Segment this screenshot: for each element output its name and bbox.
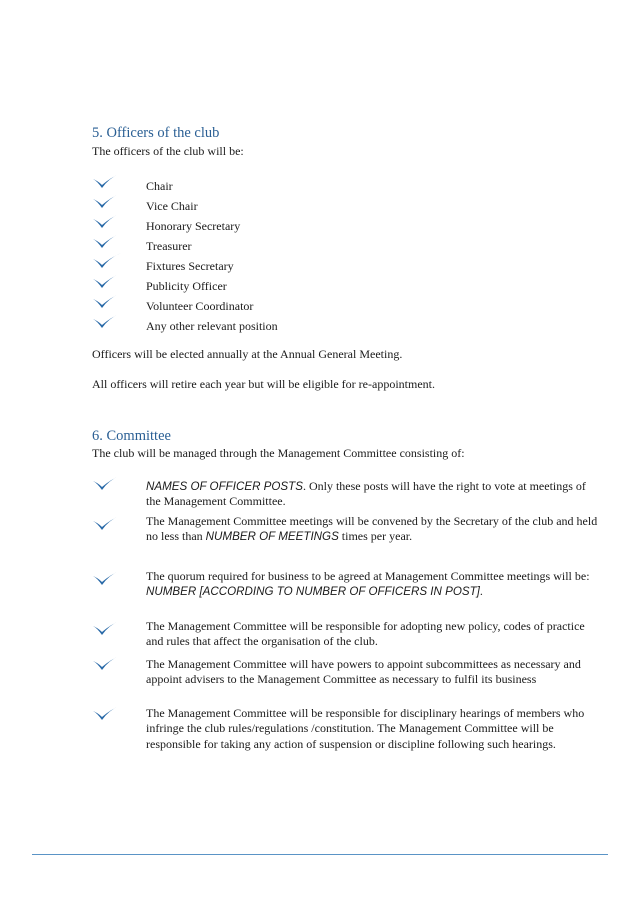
point-text: The Management Committee meetings will be convened by the Secretary of the club and held no less than: [146, 514, 598, 544]
checkmark-icon: [92, 192, 122, 210]
section-6-intro: The club will be managed through the Management Committee consisting of:: [92, 446, 465, 460]
list-item: [92, 232, 612, 252]
section-6-heading: 6. Committee: [92, 428, 171, 444]
officer-label: Fixtures Secretary: [146, 259, 234, 273]
officer-label: Publicity Officer: [146, 279, 227, 293]
point-text: . Only these posts will have the right to vote at meetings of the Management Committee.: [146, 479, 586, 509]
officers-list: [92, 172, 612, 332]
officer-label: Vice Chair: [146, 199, 198, 213]
list-item: [92, 619, 612, 654]
checkmark-icon: [92, 232, 122, 250]
list-item: [92, 252, 612, 272]
committee-point: [146, 514, 601, 545]
checkmark-icon: [92, 654, 122, 672]
committee-list: [92, 474, 612, 769]
section-5-intro: The officers of the club will be:: [92, 144, 244, 158]
checkmark-icon: [92, 292, 122, 310]
committee-point: [146, 479, 601, 510]
point-text: .: [479, 584, 483, 599]
list-item: [92, 212, 612, 232]
checkmark-icon: [92, 252, 122, 270]
officer-label: Chair: [146, 179, 173, 193]
checkmark-icon: [92, 569, 122, 587]
officer-label: Any other relevant position: [146, 319, 278, 333]
committee-point: The Management Committee will have powers to appoint subcommittees as necessary and appoint advisers to the Management Committee as necessary to fulfil its business: [146, 657, 581, 687]
placeholder-quorum-number: NUMBER [ACCORDING TO NUMBER OF OFFICERS IN POST]: [146, 585, 480, 599]
list-item: [92, 569, 612, 619]
point-text: The quorum required for business to be agreed at Management Committee meetings will be:: [146, 569, 590, 583]
placeholder-officer-posts: NAMES OF OFFICER POSTS: [146, 480, 303, 493]
committee-point: The Management Committee will be responsible for adopting new policy, codes of practice and rules that affect the organisation of the club.: [146, 619, 585, 649]
list-item: [92, 514, 612, 569]
point-text: times per year.: [338, 529, 413, 544]
checkmark-icon: [92, 272, 122, 290]
list-item: [92, 292, 612, 312]
officer-label: Volunteer Coordinator: [146, 299, 254, 313]
list-item: [92, 192, 612, 212]
checkmark-icon: [92, 474, 122, 492]
checkmark-icon: [92, 619, 122, 637]
list-item: [92, 704, 612, 769]
retire-note: All officers will retire each year but will be eligible for re-appointment.: [92, 377, 435, 391]
checkmark-icon: [92, 212, 122, 230]
footer-rule: [32, 854, 608, 855]
checkmark-icon: [92, 704, 122, 722]
list-item: [92, 272, 612, 292]
officer-label: Treasurer: [146, 239, 192, 253]
checkmark-icon: [92, 312, 122, 330]
section-5-heading: 5. Officers of the club: [92, 125, 220, 141]
checkmark-icon: [92, 514, 122, 532]
committee-point: [146, 569, 601, 600]
officer-label: Honorary Secretary: [146, 219, 241, 233]
list-item: [92, 474, 612, 514]
election-note: Officers will be elected annually at the Annual General Meeting.: [92, 347, 403, 361]
list-item: [92, 172, 612, 192]
committee-point: The Management Committee will be responsible for disciplinary hearings of members who infringe the club rules/regulations /constitution. The Management Committee will be responsible for taking any action of suspension or discipline following such hearings.: [146, 706, 585, 751]
list-item: [92, 654, 612, 704]
list-item: [92, 312, 612, 332]
placeholder-number-of-meetings: NUMBER OF MEETINGS: [205, 530, 339, 544]
checkmark-icon: [92, 172, 122, 190]
